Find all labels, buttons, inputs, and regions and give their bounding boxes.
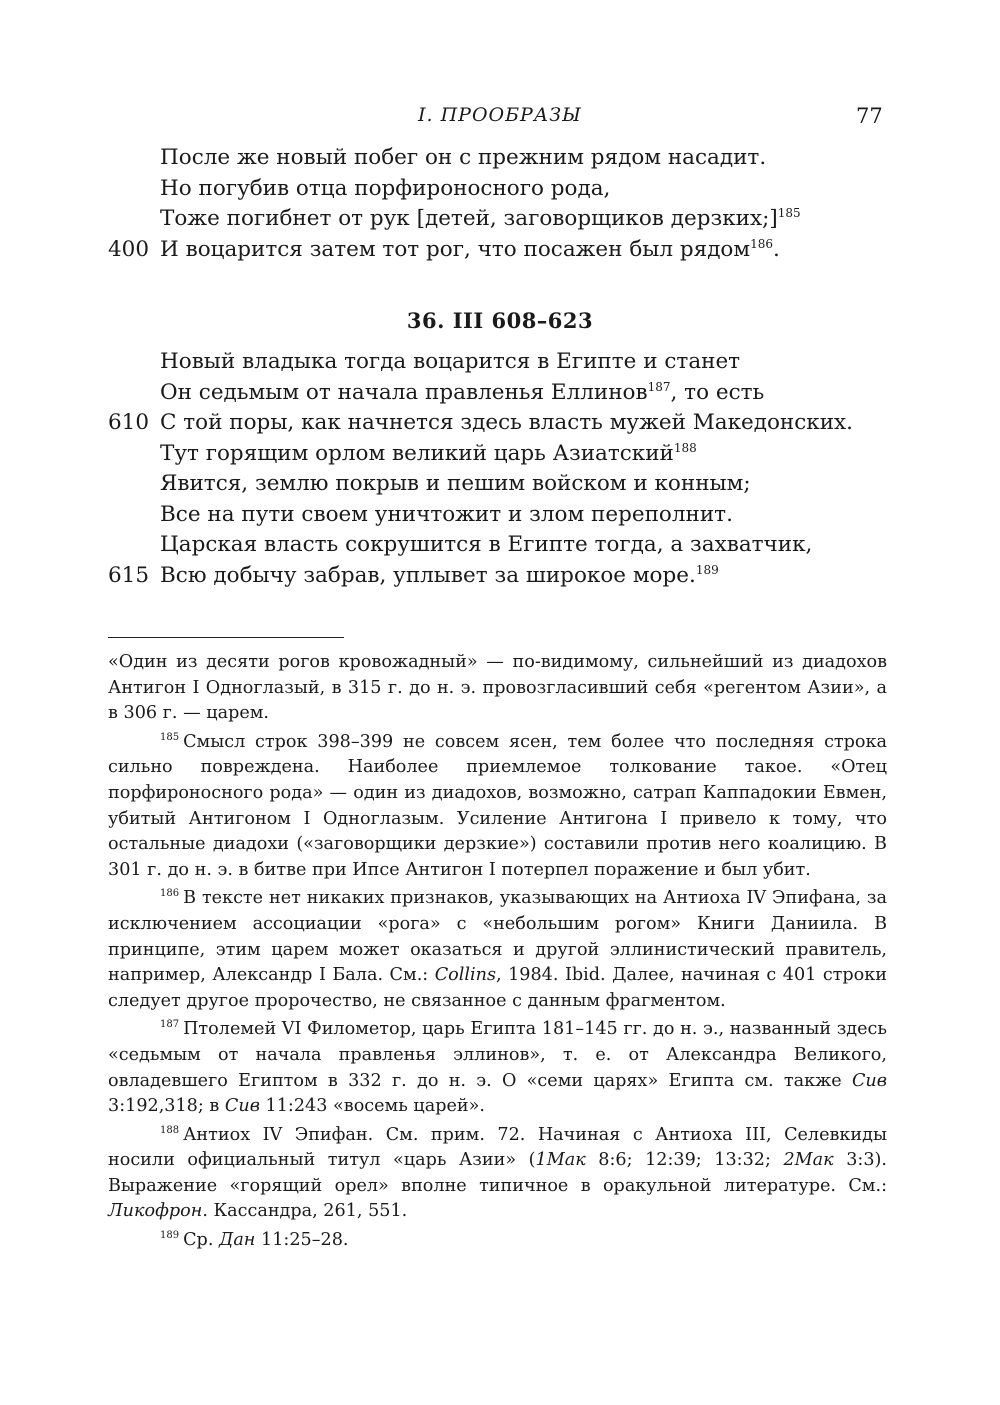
footnote-text: 3:3). Выражение «горящий орел» вполне типичное в оракульной литературе. См.: xyxy=(108,1150,887,1196)
verse-line xyxy=(0,530,1000,561)
running-head xyxy=(0,104,1000,134)
verse-line xyxy=(0,439,1000,470)
verse-text xyxy=(160,530,812,561)
footnote-text: 8:6; 12:39; 13:32; xyxy=(585,1150,784,1171)
verse-body: Все на пути своем уничтожит и злом переполнит. xyxy=(160,501,733,527)
verse-text xyxy=(160,204,801,235)
footnotes xyxy=(108,650,887,1257)
poem-excerpt-a xyxy=(0,143,1000,265)
line-number: 610 xyxy=(108,410,150,435)
footnote-ref: 187 xyxy=(647,379,671,394)
citation-author: Ликофрон xyxy=(108,1201,203,1222)
footnote-number: 186 xyxy=(160,888,180,900)
footnote-text: , 1984. Ibid. Далее, начиная с 401 строки следует другое пророчество, не связанное с данным фрагментом. xyxy=(108,965,887,1011)
citation-source: Сив xyxy=(224,1096,260,1117)
verse-text xyxy=(160,469,751,500)
verse-text xyxy=(160,347,740,378)
verse-line xyxy=(0,408,1000,439)
verse-text xyxy=(160,174,610,205)
footnote-number: 187 xyxy=(160,1019,180,1031)
citation-source: Сив xyxy=(851,1070,887,1091)
verse-line xyxy=(0,143,1000,174)
verse-body: Царская власть сокрушится в Египте тогда, а захватчик, xyxy=(160,532,813,557)
running-title: I. ПРООБРАЗЫ xyxy=(418,104,582,126)
footnote-number: 188 xyxy=(160,1124,180,1136)
footnote-ref: 189 xyxy=(695,562,719,577)
footnote-text: Смысл строк 398–399 не совсем ясен, тем более что последняя строка сильно повреждена. Наиболее приемлемое толкование такое. «Отец порфироносного рода» — один из диадохов, возможно, сатрап Каппадокии Евмен, убитый Антигоном I Одноглазым. Усиление Антигона I привело к тому, что остальные диадохи («заговорщики дерзкие») составили против него коалицию. В 301 г. до н. э. в битве при Ипсе Антигон I потерпел поражение и был убит. xyxy=(108,731,887,880)
verse-line xyxy=(0,204,1000,235)
footnote-text: Ср. xyxy=(183,1230,220,1251)
footnote-continued: «Один из десяти рогов кровожадный» — по-видимому, сильнейший из диадохов Антигон I Одноглазый, в 315 г. до н. э. провозгласивший себя «регентом Азии», а в 306 г. — царем. xyxy=(108,652,887,724)
footnote-ref: 188 xyxy=(673,440,697,455)
verse-body: Он седьмым от начала правленья Еллинов xyxy=(160,379,648,405)
citation-author: Collins xyxy=(434,965,497,986)
section-heading: 36. III 608–623 xyxy=(406,308,594,333)
verse-text xyxy=(160,143,766,174)
line-number: 615 xyxy=(108,562,150,588)
line-number: 400 xyxy=(108,236,150,262)
footnote-ref: 186 xyxy=(750,236,774,251)
verse-text xyxy=(160,378,764,409)
footnote-185 xyxy=(108,730,887,884)
verse-body: С той поры, как начнется здесь власть мужей Македонских. xyxy=(160,410,854,435)
verse-body: Но погубив отца порфироносного рода, xyxy=(160,175,611,201)
verse-body: Явится, землю покрыв и пешим войском и конным; xyxy=(160,471,751,496)
footnote-text: 11:243 «восемь царей». xyxy=(259,1096,485,1117)
citation-source: 1Мак xyxy=(535,1150,586,1171)
footnote-number: 189 xyxy=(160,1230,180,1242)
footnote-189 xyxy=(108,1228,887,1254)
verse-line xyxy=(0,174,1000,205)
verse-tail: . xyxy=(773,236,780,262)
verse-body: Всю добычу забрав, уплывет за широкое море. xyxy=(160,562,696,588)
verse-text xyxy=(160,500,733,531)
verse-text xyxy=(160,561,719,592)
footnote-188 xyxy=(108,1123,887,1225)
poem-excerpt-b xyxy=(0,347,1000,591)
verse-text xyxy=(160,439,697,470)
citation-source: Дан xyxy=(219,1230,256,1251)
page-number: 77 xyxy=(856,104,883,128)
footnote-text: В тексте нет никаких признаков, указывающих на Антиоха IV Эпифана, за исключением ассоциации «рога» с «небольшим рогом» Книги Даниила. В принципе, этим царем может оказаться и другой эллинистический правитель, например, Александр I Бала. См.: xyxy=(108,888,887,986)
verse-text xyxy=(160,408,853,439)
verse-line xyxy=(0,347,1000,378)
footnote-rule xyxy=(108,637,344,638)
verse-body: И воцарится затем тот рог, что посажен был рядом xyxy=(160,236,751,262)
footnote-text: 11:25–28. xyxy=(255,1230,349,1251)
verse-tail: , то есть xyxy=(670,379,765,405)
verse-body: Новый владыка тогда воцарится в Египте и станет xyxy=(160,349,741,374)
footnote-text: . Кассандра, 261, 551. xyxy=(202,1201,408,1222)
verse-line xyxy=(0,469,1000,500)
footnote-ref: 185 xyxy=(777,206,801,220)
verse-body: Тут горящим орлом великий царь Азиатский xyxy=(160,440,674,466)
verse-line xyxy=(0,561,1000,592)
citation-source: 2Мак xyxy=(783,1150,834,1171)
footnote-text: Антиох IV Эпифан. См. прим. 72. Начиная с Антиоха III, Селевкиды носили официальный титул «царь Азии» ( xyxy=(108,1124,887,1171)
verse-text xyxy=(160,235,780,266)
verse-body: После же новый побег он с прежним рядом насадит. xyxy=(160,145,767,170)
verse-line xyxy=(0,378,1000,409)
footnote-text: 3:192,318; в xyxy=(108,1096,225,1117)
footnote-186 xyxy=(108,886,887,1014)
footnote-text: Птолемей VI Филометор, царь Египта 181–145 гг. до н. э., названный здесь «седьмым от начала правленья эллинов», т. е. от Александра Великого, овладевшего Египтом в 332 г. до н. э. О «семи царях» Египта см. также xyxy=(108,1019,887,1091)
footnote-187 xyxy=(108,1017,887,1119)
verse-body: Тоже погибнет от рук [детей, заговорщиков дерзких;] xyxy=(160,206,778,231)
footnote-number: 185 xyxy=(160,731,180,743)
verse-line xyxy=(0,235,1000,266)
verse-line xyxy=(0,500,1000,531)
